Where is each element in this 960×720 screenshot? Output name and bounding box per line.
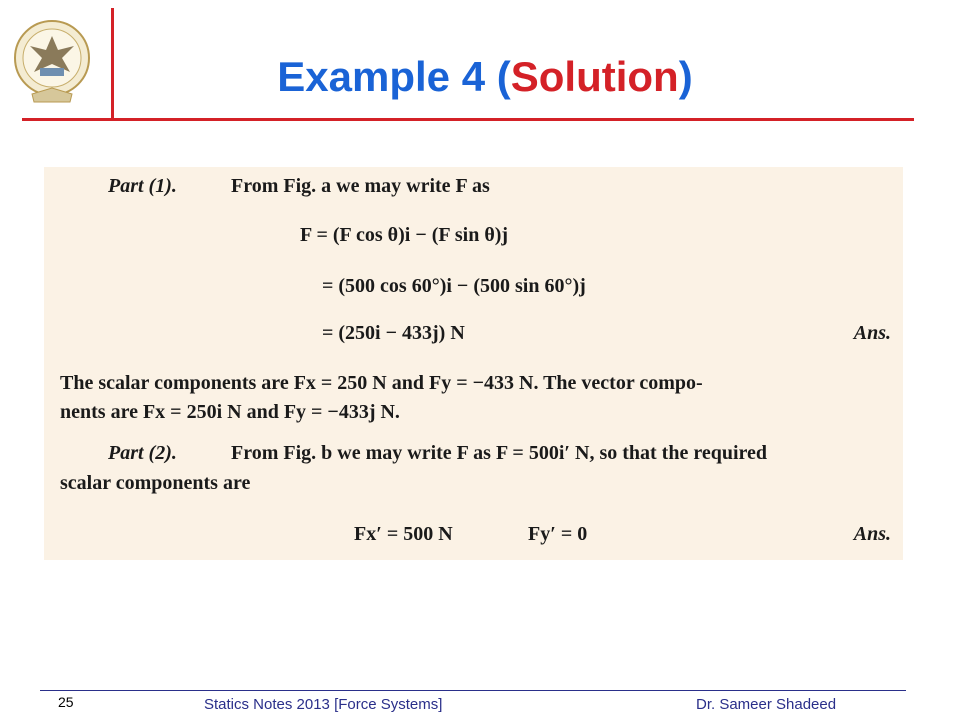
equation-1: F = (F cos θ)i − (F sin θ)j	[300, 224, 509, 246]
part1-label: Part (1).	[108, 175, 177, 197]
equation-4b: Fy′ = 0	[528, 523, 588, 545]
title-highlight: Solution	[510, 53, 679, 100]
answer-label-1: Ans.	[853, 322, 891, 344]
footer-rule	[40, 690, 906, 691]
university-logo	[12, 16, 92, 108]
header-horizontal-rule	[22, 118, 914, 121]
part2-label: Part (2).	[108, 442, 177, 464]
equation-4a: Fx′ = 500 N	[354, 523, 453, 545]
equation-2: = (500 cos 60°)i − (500 sin 60°)j	[322, 275, 586, 297]
part1-text: From Fig. a we may write F as	[231, 175, 490, 197]
title-main: Example 4 (	[277, 53, 511, 100]
header-vertical-rule	[111, 8, 114, 120]
page-number: 25	[58, 694, 74, 710]
equation-3: = (250i − 433j) N	[322, 322, 465, 344]
paragraph-1-line-2: nents are Fx = 250i N and Fy = −433j N.	[60, 401, 400, 423]
answer-label-2: Ans.	[853, 523, 891, 545]
paragraph-1-line-1: The scalar components are Fx = 250 N and Fy = −433 N. The vector compo-	[60, 372, 703, 394]
solution-panel	[44, 167, 903, 560]
footer-course: Statics Notes 2013 [Force Systems]	[204, 696, 443, 713]
footer-author: Dr. Sameer Shadeed	[696, 696, 837, 713]
part2-line-2: scalar components are	[60, 472, 251, 494]
page-title	[120, 52, 850, 102]
part2-line-1: From Fig. b we may write F as F = 500i′ N, so that the required	[231, 442, 768, 464]
title-end: )	[678, 53, 693, 100]
